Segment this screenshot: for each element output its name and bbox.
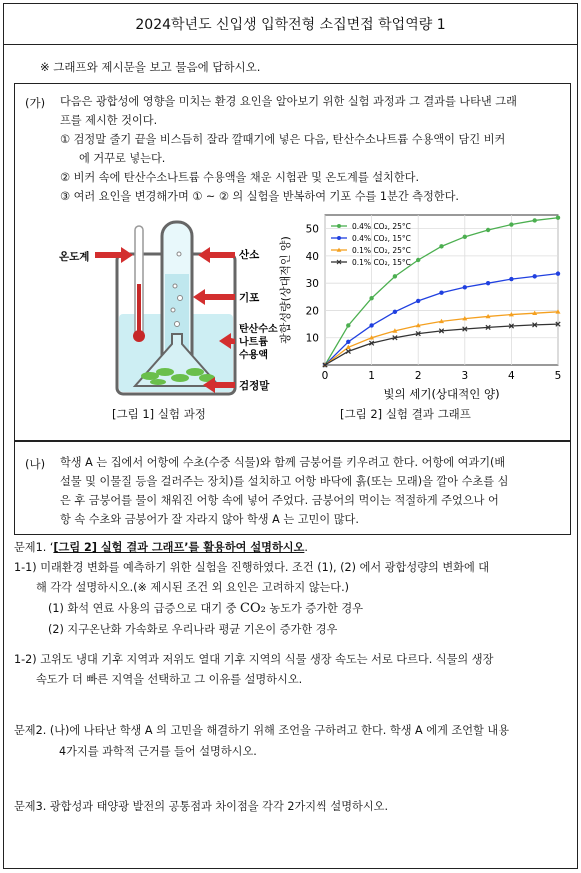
legend-entry: 0.1% CO₂, 15°C (352, 258, 411, 267)
condition-1 (48, 599, 363, 619)
data-point (393, 274, 397, 278)
thermometer-bulb (133, 330, 145, 342)
label-solution-2: 나트륨 (239, 337, 268, 348)
section-b-box (14, 441, 571, 535)
section-b-tag: (나) (25, 457, 46, 471)
label-solution-1: 탄산수소 (239, 324, 278, 335)
x-tick-label: 1 (368, 370, 375, 382)
x-tick-label: 3 (461, 370, 469, 382)
question-2-line-1: 문제2. (나)에 나타난 학생 A 의 고민을 해결하기 위해 조언을 구하려고 한다. 학생 A 에게 조언할 내용 (14, 724, 510, 737)
data-point (416, 299, 420, 303)
x-tick-label: 5 (554, 370, 562, 382)
figure-2-caption: [그림 2] 실험 결과 그래프 (340, 407, 471, 421)
y-tick-label: 10 (305, 332, 319, 345)
data-point (416, 258, 420, 262)
question-1-emphasis: [그림 2] 실험 결과 그래프’를 활용하여 설명하시오 (53, 541, 305, 554)
data-point (533, 218, 537, 222)
legend-entry: 0.4% CO₂, 15°C (352, 234, 411, 243)
y-tick-label: 40 (305, 250, 319, 263)
data-point (346, 323, 350, 327)
data-point (369, 296, 373, 300)
step-1-line-1: ① 검정말 줄기 끝을 비스듬히 잘라 깔때기에 넣은 다음, 탄산수소나트륨 수용액이 담긴 비커 (60, 133, 506, 146)
co2-formula: CO₂ (240, 601, 266, 616)
question-1-2-line-1: 1-2) 고위도 냉대 기후 지역과 저위도 열대 기후 지역의 식물 생장 속도는 서로 다르다. 식물의 생장 (14, 653, 494, 666)
data-point (486, 281, 490, 285)
question-2-line-2: 4가지를 과학적 근거를 들어 설명하시오. (59, 745, 257, 758)
condition-1-tail: 농도가 증가한 경우 (265, 602, 364, 615)
section-a-tag: (가) (25, 96, 46, 110)
condition-1-text: (1) 화석 연료 사용의 급증으로 대기 중 (48, 602, 241, 615)
data-point (369, 323, 373, 327)
legend-marker (337, 236, 341, 240)
x-tick-label: 4 (508, 370, 515, 382)
y-axis-label: 광합성량(상대적인 양) (279, 236, 292, 344)
data-point (463, 235, 467, 239)
data-point (486, 228, 490, 232)
section-b-line-1: 학생 A 는 집에서 어항에 수초(수중 식물)와 함께 금붕어를 키우려고 한다. 어항에 여과기(배 (60, 456, 506, 469)
section-b-line-4: 항 속 수초와 금붕어가 잘 자라지 않아 학생 A 는 고민이 많다. (60, 513, 359, 526)
section-b-line-2: 설물 및 이물질 등을 걸러주는 장치)를 설치하고 어항 바닥에 흙(또는 모래)을 깔아 수초를 심 (60, 475, 509, 488)
experiment-illustration (35, 214, 285, 399)
question-1-2-line-2: 속도가 더 빠른 지역을 선택하고 그 이유를 설명하시오. (36, 673, 303, 686)
question-1-1-line-2: 해 각각 설명하시오.(※ 제시된 조건 외 요인은 고려하지 않는다.) (36, 581, 350, 594)
data-point (556, 271, 560, 275)
data-point (509, 222, 513, 226)
step-1-line-2: 에 거꾸로 넣는다. (79, 152, 166, 165)
label-bubble: 기포 (239, 292, 260, 304)
y-tick-label: 50 (305, 223, 319, 236)
y-tick-label: 30 (305, 278, 319, 291)
x-axis-label: 빛의 세기(상대적인 양) (383, 387, 500, 401)
page-title: 2024학년도 신입생 입학전형 소집면접 학업역량 1 (4, 4, 577, 45)
section-a-intro-1: 다음은 광합성에 영향을 미치는 환경 요인을 알아보기 위한 실험 과정과 그 결과를 나타낸 그래 (60, 95, 517, 108)
x-tick-label: 2 (414, 370, 422, 382)
data-point (533, 274, 537, 278)
question-3: 문제3. 광합성과 태양광 발전의 공통점과 차이점을 각각 2가지씩 설명하시오. (14, 800, 389, 813)
x-tick-label: 0 (321, 370, 329, 382)
label-plant: 검정말 (239, 380, 270, 392)
data-point (346, 340, 350, 344)
label-oxygen: 산소 (239, 249, 260, 261)
data-point (439, 244, 443, 248)
data-point (393, 310, 397, 314)
question-1-prefix: 문제1. ‘ (14, 541, 54, 554)
data-point (463, 285, 467, 289)
section-b-line-3: 은 후 금붕어를 물이 채워진 어항 속에 넣어 주었다. 금붕어의 먹이는 적절하게 주었으나 어 (60, 494, 499, 507)
question-1-suffix: . (304, 541, 308, 554)
legend-marker (337, 224, 341, 228)
section-a-box (14, 83, 571, 441)
question-1-1-line-1: 1-1) 미래환경 변화를 예측하기 위한 실험을 진행하였다. 조건 (1), (2) 에서 광합성량의 변화에 대 (14, 561, 490, 574)
data-point (509, 277, 513, 281)
figure-1-caption: [그림 1] 실험 과정 (112, 407, 206, 421)
y-tick-label: 20 (305, 305, 319, 318)
thermometer-mercury (137, 284, 141, 334)
legend-entry: 0.4% CO₂, 25°C (352, 222, 411, 231)
condition-2: (2) 지구온난화 가속화로 우리나라 평균 기온이 증가한 경우 (48, 623, 338, 636)
step-2: ② 비커 속에 탄산수소나트륨 수용액을 채운 시험관 및 온도계를 설치한다. (60, 171, 419, 184)
instruction: ※ 그래프와 제시문을 보고 물음에 답하시오. (40, 60, 261, 74)
question-1 (14, 538, 308, 558)
data-point (556, 216, 560, 220)
data-point (439, 291, 443, 295)
section-a-intro-2: 프를 제시한 것이다. (60, 114, 158, 127)
step-3: ③ 여러 요인을 변경해가며 ① ~ ② 의 실험을 반복하여 기포 수를 1분간 측정한다. (60, 190, 459, 203)
label-solution-3: 수용액 (239, 350, 268, 361)
legend-entry: 0.1% CO₂, 25°C (352, 246, 411, 255)
label-thermometer: 온도계 (59, 251, 90, 263)
photosynthesis-chart (273, 207, 568, 402)
